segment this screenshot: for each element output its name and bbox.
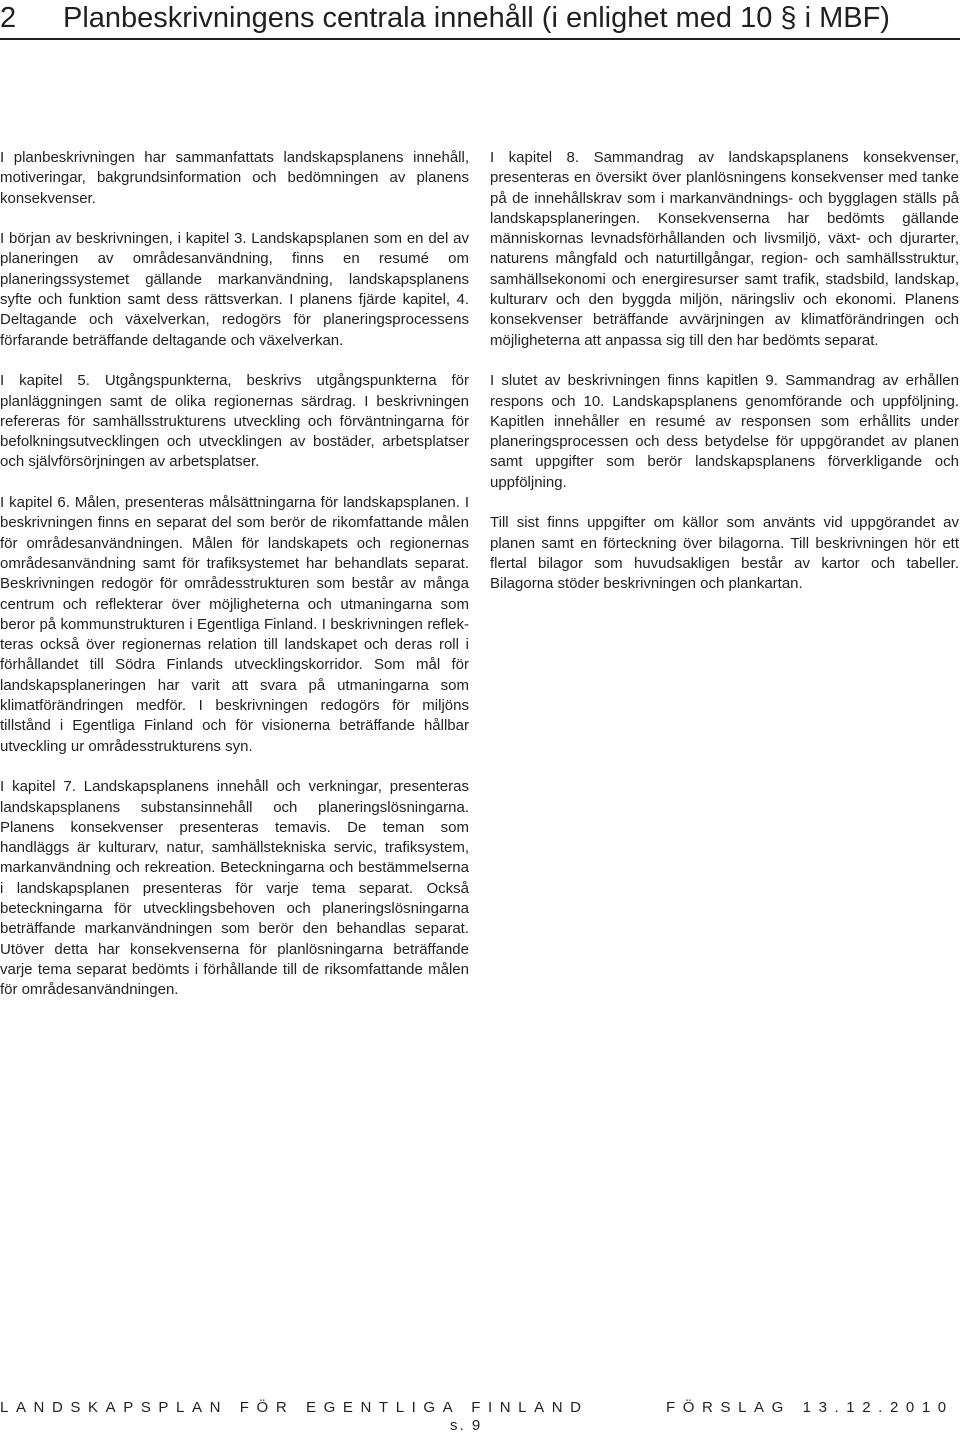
footer-version: FÖRSLAG 13.12.2010 — [666, 1399, 954, 1416]
page-footer — [0, 1399, 960, 1419]
right-column — [490, 148, 959, 615]
chapter-number: 2 — [0, 2, 17, 34]
chapter-header — [0, 0, 960, 40]
paragraph: I kapitel 7. Landskapsplanens innehåll och verkningar, presenteras landskapsplanens substansinnehåll och planeringslösningarna. Planens konsekvenser presenteras temavis. De teman som handläggs är kulturarv, natur, samhällstekniska servic, trafiksystem, markanvändning och rekreation. Beteckningarna och bestämmelserna i landskapsplanen presenteras för varje tema separat. Också beteckningarna för utvecklingsbehoven och planeringslösningarna beträffande markanvändningen som berör den behandlas separat. Utöver detta har konsekvenserna för planlösningarna beträffande varje tema separat bedömts i förhållande till de riksomfattande målen för områdesanvändningen. — [0, 778, 469, 999]
paragraph: I kapitel 6. Målen, presenteras målsättningarna för landskapsplanen. I beskrivningen finns en separat del som berör de rikomfattande målen för områdesanvändningen. Målen för landskapets och regionernas områdesanvändning samt för trafiksystemet har behandlats separat. Beskrivningen redogör för områdesstrukturen som består av många centrum och reflekterar över möjligheterna och utmaningarna som beror på kommunstrukturen i Egentliga Finland. I beskrivningen reflekteras också över regionernas relation till landskapet och deras roll i förhållandet till Södra Finlands utvecklingskorridor. Som mål för landskapsplaneringen har varit att svara på utmaningarna som klimatförändringen medför. I beskrivningen redogörs för miljöns tillstånd i Egentliga Finland och för visionerna beträffande hållbar utveckling ur områdesstrukturens syn. — [0, 494, 469, 755]
footer-publication: LANDSKAPSPLAN FÖR EGENTLIGA FINLAND — [0, 1399, 589, 1416]
paragraph: I kapitel 5. Utgångspunkterna, beskrivs utgångspunkterna för planläggningen samt de olika regionernas särdrag. I beskrivningen refereras för samhällsstrukturens utveckling och förväntningarna för befolkningsutvecklingen och utvecklingen av bostäder, arbetsplatser och självförsörjningen av arbetsplatser. — [0, 372, 469, 471]
left-column — [0, 148, 469, 1021]
page-number: s. 9 — [450, 1417, 483, 1434]
chapter-title: Planbeskrivningens centrala innehåll (i enlighet med 10 § i MBF) — [63, 2, 890, 34]
paragraph: I början av beskrivningen, i kapitel 3. Landskapsplanen som en del av planeringen av områdesanvändning, finns en resumé om planeringssystemet gällande markanvändning, landskapsplanens syfte och funktion samt dess rättsverkan. I planens fjärde kapitel, 4. Deltagande och växelverkan, redogörs för planeringsprocessens förfarande beträffande deltagande och växelverkan. — [0, 230, 469, 349]
paragraph: I planbeskrivningen har sammanfattats landskapsplanens innehåll, motiveringar, bakgrundsinformation och bedömningen av planens konsekvenser. — [0, 149, 469, 207]
paragraph: I kapitel 8. Sammandrag av landskapsplanens konsekvenser, presenteras en översikt över planlösningens konsekvenser med tanke på de innehållskrav som i markanvändnings- och bygglagen ställs på landskapsplaneringen. Konsekvenserna har bedömts gällande människornas levnadsförhållanden och livsmiljö, växt- och djurarter, naturens mångfald och naturtillgångar, region- och samhällsstruktur, samhällsekonomi och energiresurser samt trafik, stadsbild, landskap, kulturarv och den byggda miljön, näringsliv och ekonomi. Planens konsekvenser beträffande avvärjningen av klimatförändringen och möjligheterna att anpassa sig till den har bedömts separat. — [490, 149, 959, 349]
paragraph: I slutet av beskrivningen finns kapitlen 9. Sammandrag av erhållen respons och 10. Landskapsplanens genomförande och uppföljning. Kapitlen innehåller en resumé av responsen som erhållits under planeringsprocessen och dess betydelse för uppgörandet av planen samt uppgifter som berör landskapsplanens förverkligande och uppföljning. — [490, 372, 959, 491]
paragraph: Till sist finns uppgifter om källor som använts vid uppgörandet av planen samt en förteckning över bilagorna. Till beskrivningen hör ett flertal bilagor som huvudsakligen består av kartor och tabeller. Bilagorna stöder beskrivningen och plankartan. — [490, 514, 959, 593]
